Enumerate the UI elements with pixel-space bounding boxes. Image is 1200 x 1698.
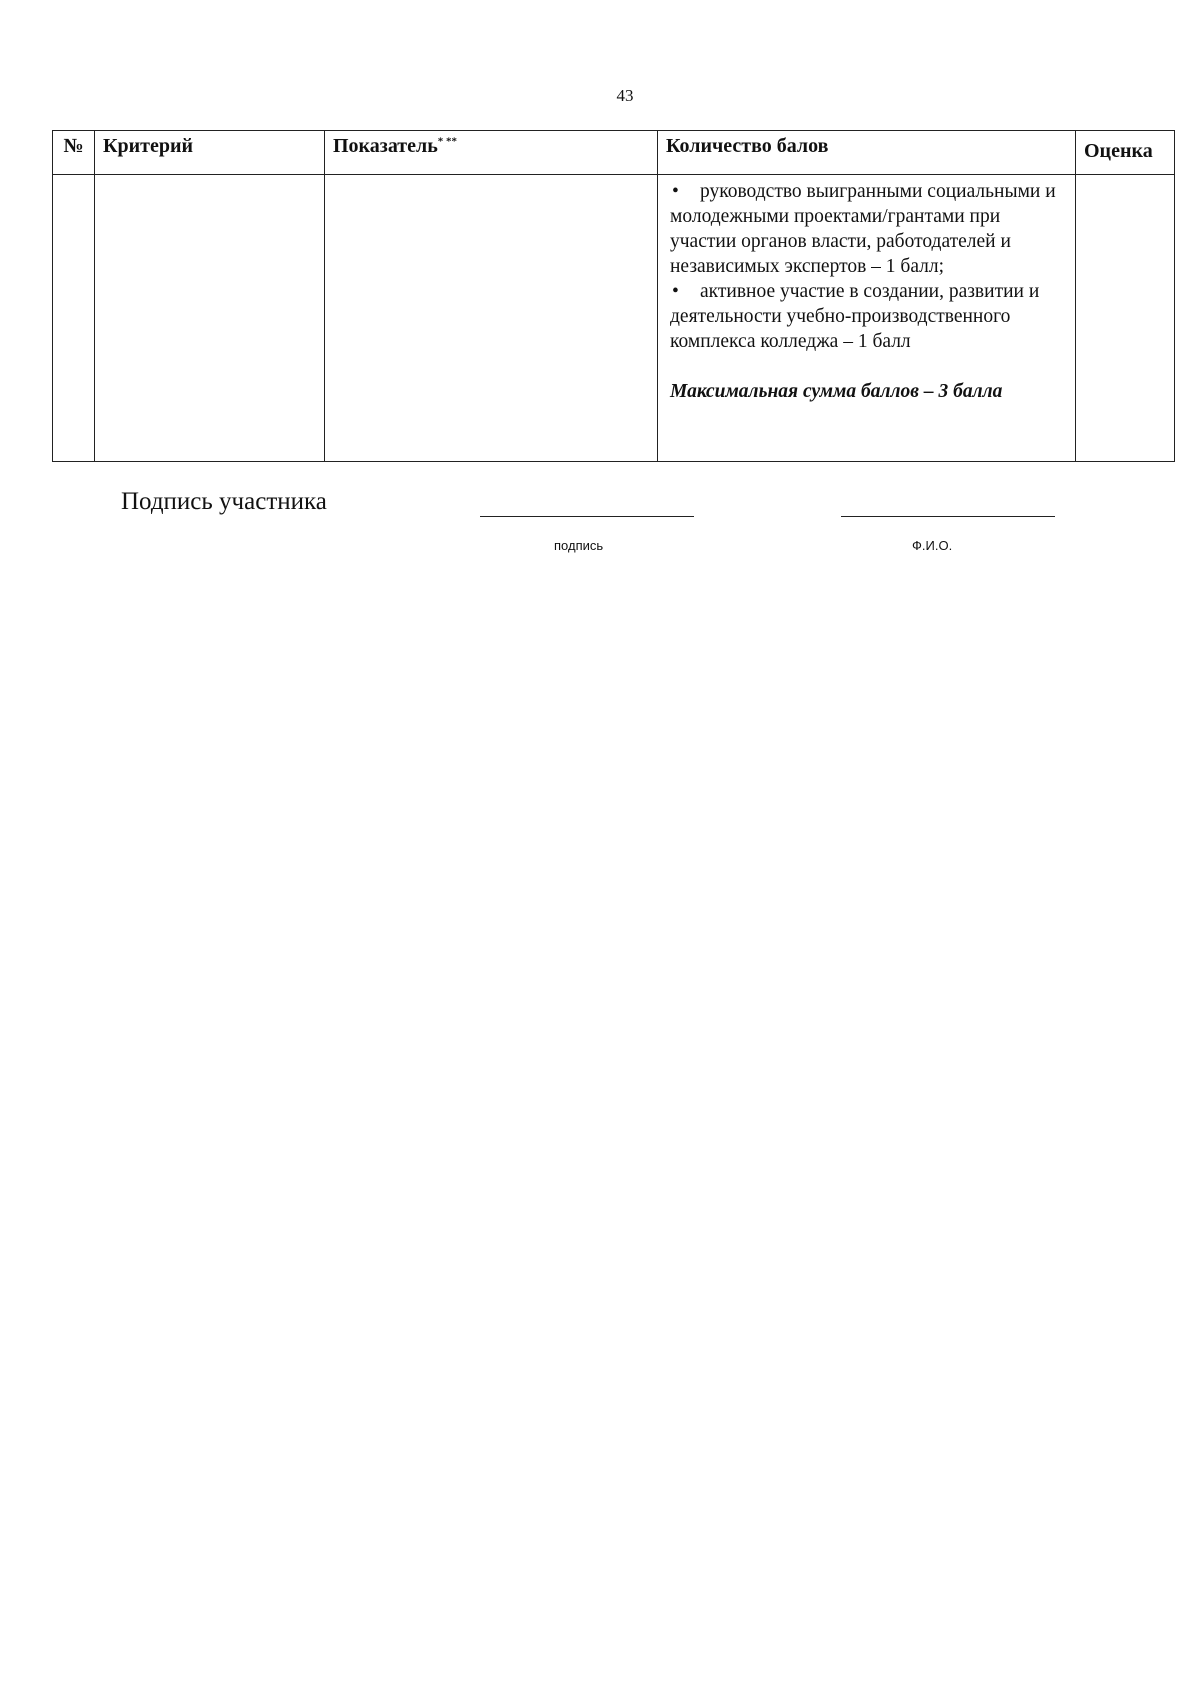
signature-caption: подпись (554, 538, 604, 553)
header-points: Количество балов (658, 131, 1076, 175)
max-sum-text: Максимальная сумма баллов – 3 балла (670, 381, 1003, 402)
table-row (53, 175, 1175, 462)
header-indicator (325, 131, 658, 175)
cell-num (53, 175, 95, 462)
list-item: • активное участие в создании, развитии и деятельности учебно-производственного комплекса колледжа – 1 балл (670, 279, 1065, 354)
header-criterion: Критерий (95, 131, 325, 175)
header-num: № (53, 131, 95, 175)
header-indicator-label: Показатель (333, 135, 438, 157)
cell-points (658, 175, 1076, 462)
criteria-table (52, 130, 1175, 462)
signature-label: Подпись участника (121, 488, 327, 515)
page-number: 43 (616, 86, 634, 105)
table-header-row (53, 131, 1175, 175)
cell-indicator (325, 175, 658, 462)
name-line (841, 516, 1055, 517)
list-item: • руководство выигранными социальными и молодежными проектами/грантами при участии органов власти, работодателей и независимых экспертов – 1 балл; (670, 179, 1065, 279)
header-indicator-footnote-mark: * ** (437, 135, 458, 148)
cell-score (1076, 175, 1175, 462)
header-score: Оценка (1076, 131, 1175, 175)
points-list (670, 179, 1065, 354)
name-caption: Ф.И.О. (912, 538, 953, 553)
signature-line (480, 516, 694, 517)
cell-criterion (95, 175, 325, 462)
